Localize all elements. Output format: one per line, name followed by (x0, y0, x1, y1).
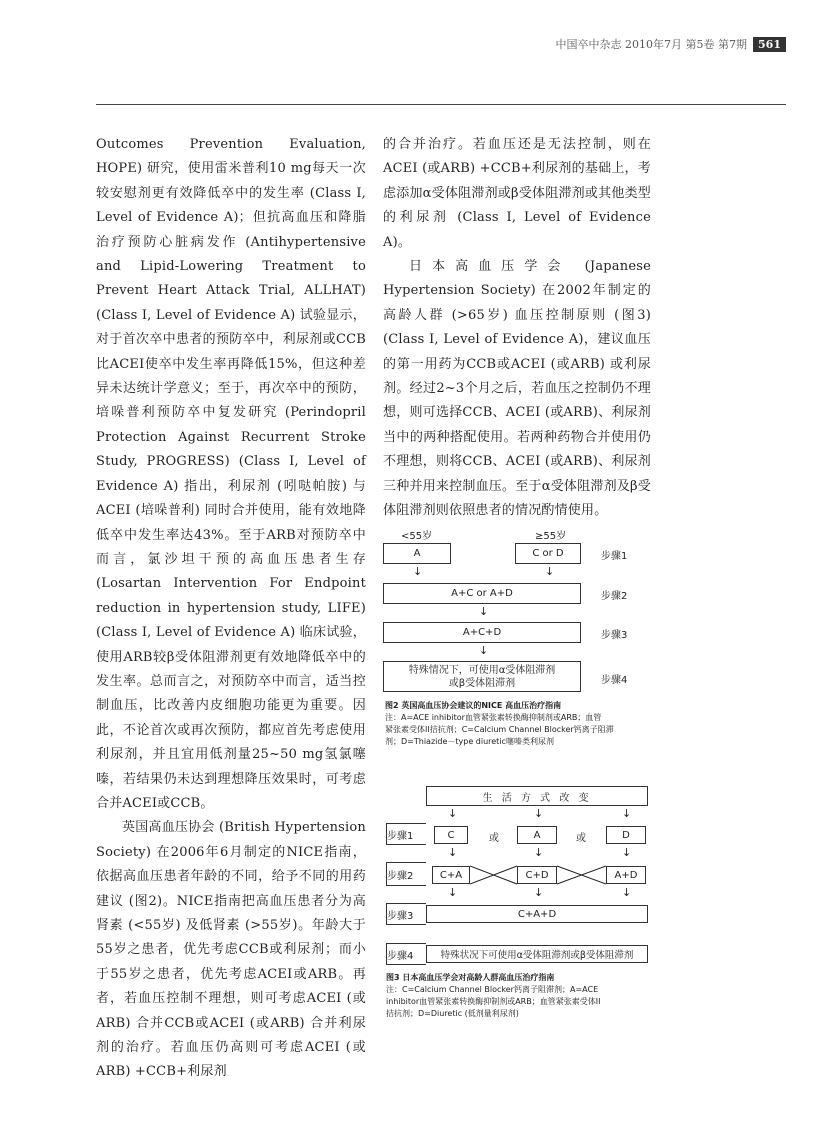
step1-label: 步骤1 (386, 823, 426, 845)
header-rule (96, 104, 786, 105)
caption-line: inhibitor血管紧张素转换酶抑制剂或ARB；血管紧张素受体II (386, 997, 601, 1006)
arrow-down-icon: ↓ (534, 846, 544, 859)
arrow-down-icon: ↓ (622, 846, 632, 859)
journal-info: 中国卒中杂志 2010年7月 第5卷 第7期 (555, 38, 748, 51)
arrow-down-icon: ↓ (545, 565, 555, 578)
box-special-case: 特殊状况下可使用α受体阻滞剂或β受体阻滞剂 (426, 945, 648, 963)
special-case-line2: 或β受体阻滞剂 (448, 677, 516, 689)
box-a-plus-c-or-d: A+C or A+D (383, 583, 581, 604)
figure-3 (386, 786, 652, 1036)
caption-line: 拮抗剂；D=Diuretic (低剂量利尿剂) (386, 1009, 519, 1018)
arrow-down-icon: ↓ (479, 605, 489, 618)
step3-label: 步骤3 (386, 903, 426, 925)
age-over-55: ≥55岁 (535, 531, 567, 542)
box-c: C (434, 826, 468, 844)
step2-label: 步骤2 (386, 862, 426, 886)
step1-label: 步骤1 (601, 551, 628, 562)
box-a: A (383, 543, 451, 564)
arrow-down-icon: ↓ (622, 807, 632, 820)
box-lifestyle: 生 活 方 式 改 变 (426, 786, 648, 806)
arrow-down-icon: ↓ (534, 886, 544, 899)
box-c-plus-d: C+D (517, 866, 557, 884)
box-d: D (606, 826, 646, 844)
arrow-down-icon: ↓ (413, 565, 423, 578)
paragraph: 英国高血压协会 (British Hypertension Society) 在2006年6月制定的NICE指南，依据高血压患者年龄的不同，给予不同的用药建议 (图2)。NICE指南把高血压患者分为高肾素 (<55岁) 及低肾素 (>55岁)。年龄大于55岁之患者，优先考虑CCB或利尿剂；而小于55岁之患者，优先考虑ACEI或ARB。再者，若血压控制不理想，则可考虑ACEI (或ARB) 合并CCB或ACEI (或ARB) 合并利尿剂的治疗。若血压仍高则可考虑ACEI (或ARB) +CCB+利尿剂 (96, 820, 366, 1080)
caption-line: 注：A=ACE inhibitor血管紧张素转换酶抑制剂或ARB；血管 (385, 713, 602, 722)
left-column (96, 133, 366, 1085)
figure-2 (383, 527, 653, 757)
step4-label: 步骤4 (601, 675, 628, 686)
arrow-down-icon: ↓ (448, 886, 458, 899)
figure-3-caption (386, 972, 652, 1020)
right-column (383, 133, 651, 524)
step3-label: 步骤3 (601, 630, 628, 641)
arrow-down-icon: ↓ (622, 886, 632, 899)
arrow-down-icon: ↓ (448, 846, 458, 859)
special-case-line1: 特殊情况下，可使用α受体阻滞剂 (408, 664, 556, 676)
step4-label: 步骤4 (386, 943, 426, 965)
box-c-plus-a: C+A (432, 866, 470, 884)
box-a-c-d: A+C+D (383, 622, 581, 643)
or-text: 或 (576, 833, 586, 844)
box-special-case (383, 661, 581, 692)
figure-2-caption (385, 700, 651, 748)
caption-title: 图3 日本高血压学会对高龄人群高血压治疗指南 (386, 973, 555, 982)
caption-line: 注：C=Calcium Channel Blocker钙离子阻滞剂；A=ACE (386, 985, 599, 994)
or-text: 或 (489, 833, 499, 844)
paragraph: 日本高血压学会 (Japanese Hypertension Society) 在2002年制定的高龄人群 (>65岁) 血压控制原则 (图3) (Class I, Level of Evidence A)，建议血压的第一用药为CCB或ACEI (或ARB) 或利尿剂。经过2~3个月之后，若血压之控制仍不理想，则可选择CCB、ACEI (或ARB)、利尿剂当中的两种搭配使用。若两种药物合并使用仍不理想，则将CCB、ACEI (或ARB)、利尿剂三种并用来控制血压。至于α受体阻滞剂及β受体阻滞剂则依照患者的情况酌情使用。 (383, 259, 651, 519)
box-a: A (517, 826, 557, 844)
box-a-plus-d: A+D (606, 866, 646, 884)
age-under-55: <55岁 (401, 531, 433, 542)
step2-label: 步骤2 (601, 591, 628, 602)
caption-line: 剂；D=Thiazide－type diuretic噻嗪类利尿剂 (385, 737, 554, 746)
paragraph: 的合并治疗。若血压还是无法控制，则在ACEI (或ARB) +CCB+利尿剂的基础上，考虑添加α受体阻滞剂或β受体阻滞剂或其他类型的利尿剂 (Class I, Level of Evidence A)。 (383, 137, 651, 250)
cross-arrows (470, 864, 606, 886)
page-number: 561 (753, 37, 786, 52)
arrow-down-icon: ↓ (479, 644, 489, 657)
paragraph: Outcomes Prevention Evaluation, HOPE) 研究，使用雷米普利10 mg每天一次较安慰剂更有效降低卒中的发生率 (Class I, Level of Evidence A)；但抗高血压和降脂治疗预防心脏病发作 (Antihypertensive and Lipid-Lowering Treatment to Prevent Heart Attack Trial, ALLHAT) (Class I, Level of Evidence A) 试验显示，对于首次卒中患者的预防卒中，利尿剂或CCB比ACEI使卒中发生率再降低15%，但这种差异未达统计学意义；至于，再次卒中的预防，培哚普利预防卒中复发研究 (Perindopril Protection Against Recurrent Stroke Study, PROGRESS) (Class I, Level of Evidence A) 指出，利尿剂 (吲哒帕胺) 与ACEI (培哚普利) 同时合并使用，能有效地降低卒中发生率达43%。至于ARB对预防卒中而言，氯沙坦干预的高血压患者生存 (Losartan Intervention For Endpoint reduction in hypertension study, LIFE) (Class I, Level of Evidence A) 临床试验，使用ARB较β受体阻滞剂更有效地降低卒中的发生率。总而言之，对预防卒中而言，适当控制血压，比改善内皮细胞功能更为重要。因此，不论首次或再次预防，都应首先考虑使用利尿剂，并且宜用低剂量25~50 mg氢氯噻嗪，若结果仍未达到理想降压效果时，可考虑合并ACEI或CCB。 (96, 137, 366, 811)
caption-line: 紧张素受体II拮抗剂；C=Calcium Channel Blocker钙离子阻滞 (385, 725, 614, 734)
arrow-down-icon: ↓ (534, 807, 544, 820)
running-header (556, 36, 786, 52)
box-c-a-d: C+A+D (426, 905, 648, 923)
arrow-down-icon: ↓ (448, 807, 458, 820)
caption-title: 图2 英国高血压协会建议的NICE 高血压治疗指南 (385, 701, 562, 710)
box-c-or-d: C or D (515, 543, 581, 564)
